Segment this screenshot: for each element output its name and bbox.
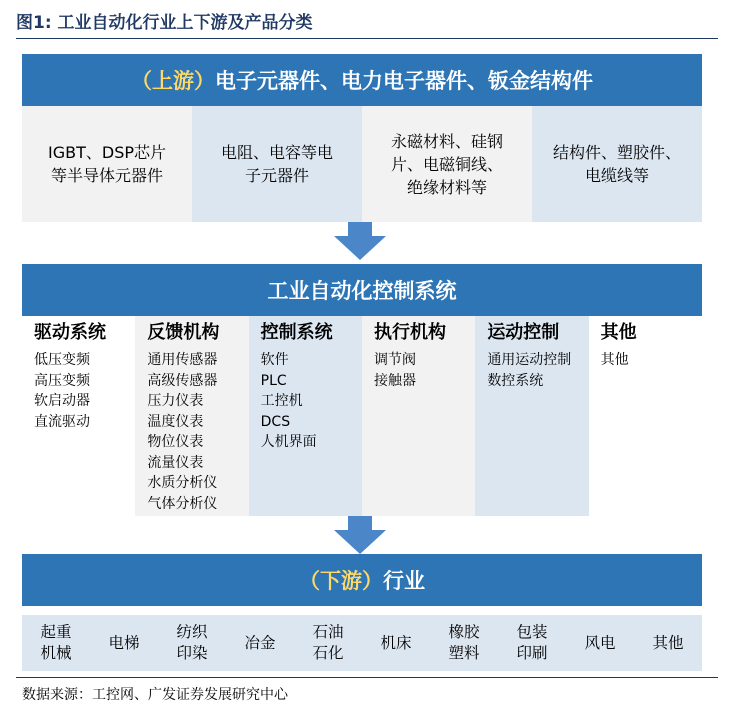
downstream-item: 其他 — [652, 633, 684, 652]
source-note: 数据来源：工控网、广发证券发展研究中心 — [22, 687, 288, 703]
midstream-item: 高压变频 — [34, 372, 90, 389]
midstream-column — [135, 316, 248, 516]
upstream-cell-semiconductors: IGBT、DSP芯片 等半导体元器件 — [22, 106, 192, 222]
midstream-item: 通用传感器 — [147, 352, 218, 368]
upstream-cell-structural: 结构件、塑胶件、 电缆线等 — [532, 106, 702, 222]
downstream-item: 橡胶 塑料 — [448, 623, 480, 662]
midstream-row — [22, 316, 702, 516]
downstream-item: 冶金 — [244, 633, 276, 652]
midstream-column — [249, 316, 362, 516]
midstream-item: 数控系统 — [487, 372, 544, 389]
upstream-cell-components: 电阻、电容等电 子元器件 — [192, 106, 362, 222]
title-divider — [16, 38, 718, 39]
upstream-cell-materials: 永磁材料、硅钢 片、电磁铜线、 绝缘材料等 — [362, 106, 532, 222]
midstream-banner-text: 工业自动化控制系统 — [267, 279, 457, 303]
midstream-item: 气体分析仪 — [147, 495, 218, 512]
midstream-column — [475, 316, 588, 516]
midstream-column — [362, 316, 475, 516]
downstream-highlight: （下游） — [299, 569, 383, 593]
source-divider — [16, 677, 718, 678]
upstream-highlight: （上游） — [131, 69, 215, 93]
midstream-column-header: 其他 — [600, 322, 637, 343]
midstream-item: 工控机 — [260, 393, 303, 409]
midstream-item: 人机界面 — [260, 434, 317, 450]
midstream-item: PLC — [260, 372, 287, 389]
midstream-item: 流量仪表 — [147, 454, 204, 471]
midstream-column-header: 反馈机构 — [147, 322, 220, 343]
midstream-column-header: 驱动系统 — [34, 322, 106, 343]
downstream-banner-text: 行业 — [383, 569, 425, 593]
upstream-row — [22, 106, 702, 222]
figure-title: 图1: 工业自动化行业上下游及产品分类 — [16, 13, 313, 33]
upstream-banner-text: 电子元器件、电力电子器件、钣金结构件 — [215, 69, 593, 93]
downstream-item: 起重 机械 — [40, 623, 72, 662]
downstream-item: 石油 石化 — [312, 623, 344, 662]
midstream-item: 物位仪表 — [147, 434, 204, 450]
downstream-item: 包装 印刷 — [516, 623, 548, 662]
midstream-item: 温度仪表 — [147, 413, 204, 430]
downstream-item: 电梯 — [108, 633, 140, 652]
midstream-item: 直流驱动 — [34, 413, 90, 430]
midstream-item: 软件 — [260, 352, 289, 368]
midstream-item: 低压变频 — [34, 352, 90, 368]
midstream-item: 接触器 — [373, 372, 416, 389]
midstream-item: 软启动器 — [34, 393, 90, 409]
midstream-item: 通用运动控制 — [487, 352, 572, 368]
midstream-column — [589, 316, 702, 516]
down-arrow-icon — [334, 222, 386, 260]
midstream-item: 调节阀 — [373, 352, 416, 368]
down-arrow-icon — [334, 516, 386, 554]
midstream-column — [22, 316, 135, 516]
downstream-banner — [22, 554, 702, 606]
midstream-column-header: 控制系统 — [260, 322, 333, 343]
midstream-item: 水质分析仪 — [147, 475, 218, 491]
downstream-item: 纺织 印染 — [176, 623, 208, 662]
upstream-banner — [22, 54, 702, 106]
midstream-item: DCS — [260, 413, 291, 430]
midstream-item: 其他 — [600, 352, 629, 368]
downstream-item: 机床 — [380, 633, 412, 652]
downstream-item: 风电 — [584, 633, 616, 652]
midstream-item: 高级传感器 — [147, 372, 218, 389]
downstream-row — [22, 615, 702, 671]
midstream-column-header: 运动控制 — [487, 322, 560, 343]
midstream-column-header: 执行机构 — [373, 322, 446, 343]
midstream-banner — [22, 264, 702, 316]
midstream-item: 压力仪表 — [147, 393, 204, 409]
